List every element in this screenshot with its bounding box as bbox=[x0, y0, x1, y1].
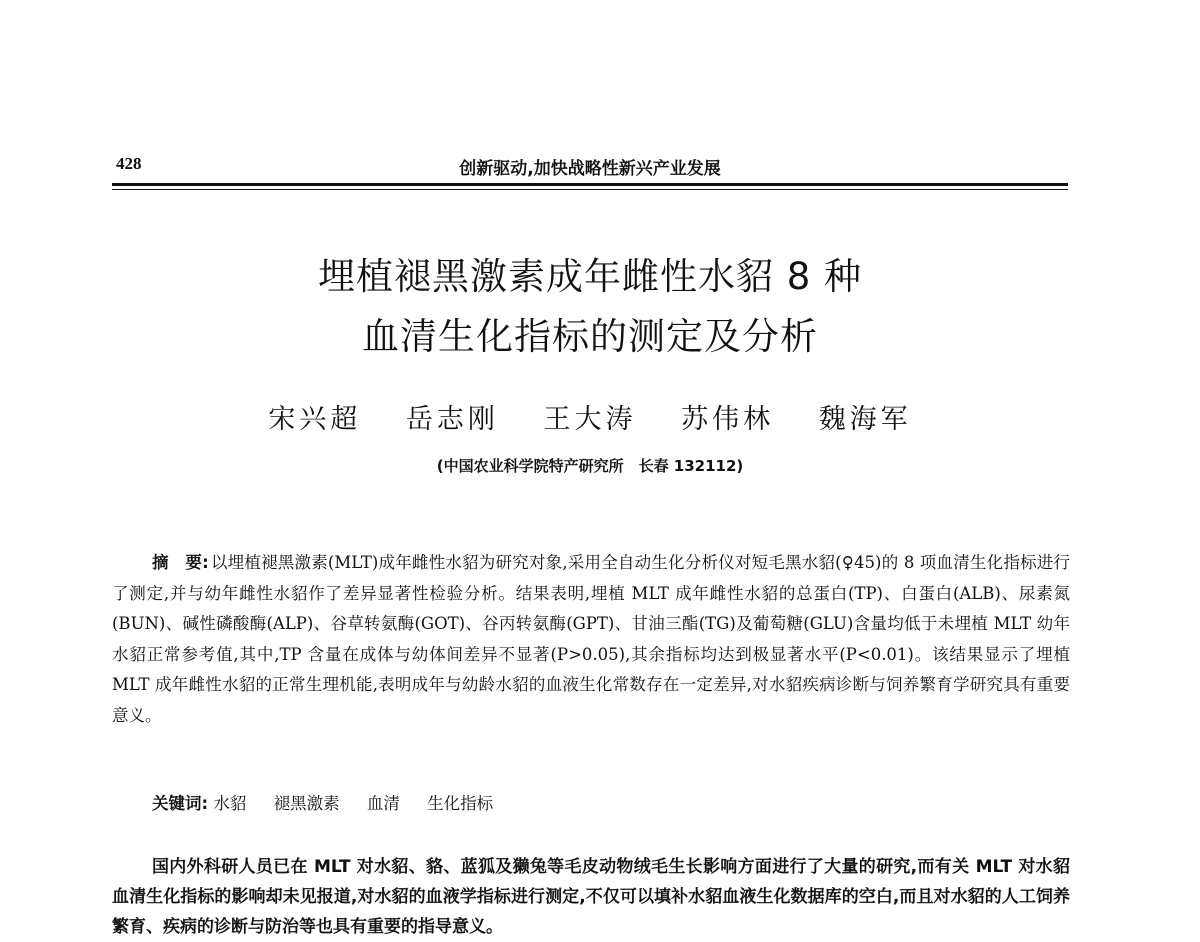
keywords bbox=[152, 790, 515, 814]
author: 岳志刚 bbox=[405, 404, 499, 435]
header-rule-thin bbox=[112, 189, 1068, 190]
keyword: 血清 bbox=[366, 794, 400, 813]
author: 苏伟林 bbox=[681, 404, 775, 435]
abstract-label: 摘 要: bbox=[152, 553, 209, 572]
paper-title-line-2: 血清生化指标的测定及分析 bbox=[362, 315, 818, 358]
keyword: 生化指标 bbox=[427, 794, 494, 813]
author: 魏海军 bbox=[818, 404, 912, 435]
abstract bbox=[112, 548, 1070, 731]
paper-title-line-1: 埋植褪黑激素成年雌性水貂 8 种 bbox=[317, 255, 863, 298]
keyword: 褪黑激素 bbox=[273, 794, 340, 813]
body-paragraph: 国内外科研人员已在 MLT 对水貂、貉、蓝狐及獭兔等毛皮动物绒毛生长影响方面进行了大量的研究,而有关 MLT 对水貂血清生化指标的影响却未见报道,对水貂的血液学指标进行测定,不仅可以填补水貂血液生化数据库的空白,而且对水貂的人工饲养繁育、疾病的诊断与防治等也具有重要的指导意义。 bbox=[112, 857, 1070, 937]
author-list bbox=[0, 397, 1180, 436]
affiliation: (中国农业科学院特产研究所 长春 132112) bbox=[436, 457, 744, 475]
running-header: 创新驱动,加快战略性新兴产业发展 bbox=[459, 159, 721, 179]
abstract-text: 以埋植褪黑激素(MLT)成年雌性水貂为研究对象,采用全自动生化分析仪对短毛黑水貂(♀45)的 8 项血清生化指标进行了测定,并与幼年雌性水貂作了差异显著性检验分析。结果表明,埋植 MLT 成年雌性水貂的总蛋白(TP)、白蛋白(ALB)、尿素氮(BUN)、碱性磷酸酶(ALP)、谷草转氨酶(GOT)、谷丙转氨酶(GPT)、甘油三酯(TG)及葡萄糖(GLU)含量均低于未埋植 MLT 幼年水貂正常参考值,其中,TP 含量在成体与幼体间差异不显著(P>0.05),其余指标均达到极显著水平(P<0.01)。该结果显示了埋植 MLT 成年雌性水貂的正常生理机能,表明成年与幼龄水貂的血液生化常数存在一定差异,对水貂疾病诊断与饲养繁育学研究具有重要意义。 bbox=[112, 553, 1070, 725]
keywords-label: 关键词: bbox=[152, 794, 209, 813]
keyword: 水貂 bbox=[213, 794, 247, 813]
author: 宋兴超 bbox=[268, 404, 362, 435]
header-rule-thick bbox=[112, 183, 1068, 186]
page-number: 428 bbox=[116, 154, 142, 173]
author: 王大涛 bbox=[543, 404, 637, 435]
